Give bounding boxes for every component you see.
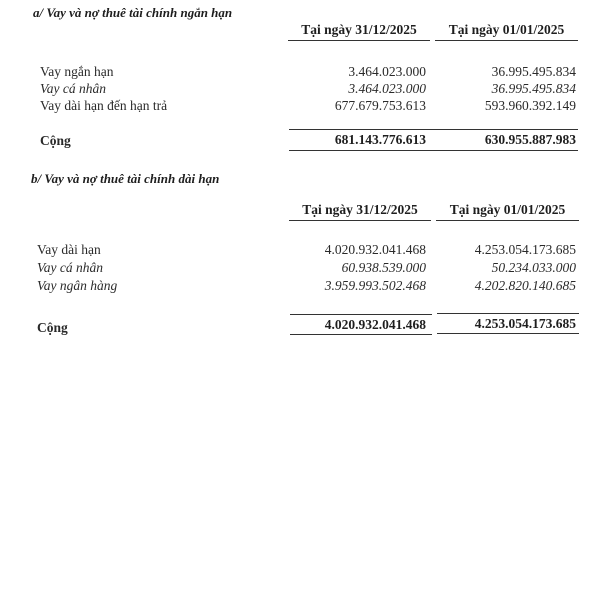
section-b-col-header-1-underline	[289, 220, 431, 221]
section-a-row-value-1: 3.464.023.000	[348, 81, 426, 96]
section-a-row-value-2: 593.960.392.149	[484, 98, 576, 113]
section-b-row-value-2: 4.202.820.140.685	[474, 278, 576, 293]
section-b-total-top-rule-1	[290, 314, 432, 315]
section-a-row-value-1: 677.679.753.613	[334, 98, 426, 113]
section-a-total-bottom-rule	[289, 150, 578, 151]
section-b-row-label: Vay ngân hàng	[37, 278, 118, 293]
section-a-col-header-2-underline	[435, 40, 578, 41]
section-b-title: b/ Vay và nợ thuê tài chính dài hạn	[31, 171, 220, 186]
section-a-row-value-2: 36.995.495.834	[491, 81, 576, 96]
section-b-total-label: Cộng	[37, 320, 68, 335]
section-a-total-top-rule	[289, 129, 578, 130]
section-b-row-value-1: 3.959.993.502.468	[324, 278, 426, 293]
section-a-total-value-2: 630.955.887.983	[484, 132, 576, 147]
section-b-col-header-2: Tại ngày 01/01/2025	[449, 202, 566, 217]
section-b-row-value-1: 4.020.932.041.468	[324, 242, 426, 257]
section-b-total-top-rule-2	[437, 313, 579, 314]
section-b-col-header-1: Tại ngày 31/12/2025	[302, 202, 418, 217]
section-b-row-value-1: 60.938.539.000	[341, 260, 426, 275]
section-a-total-label: Cộng	[40, 133, 71, 148]
section-a-col-header-2: Tại ngày 01/01/2025	[448, 22, 565, 37]
section-a-total-value-1: 681.143.776.613	[334, 132, 426, 147]
section-b-row-value-2: 4.253.054.173.685	[474, 242, 576, 257]
section-a-row-label: Vay dài hạn đến hạn trả	[40, 98, 168, 113]
section-a-col-header-1-underline	[288, 40, 430, 41]
section-b-total-value-2: 4.253.054.173.685	[474, 316, 576, 331]
section-b-total-bottom-rule-1	[290, 334, 432, 335]
section-b-row-label: Vay cá nhân	[37, 260, 103, 275]
section-b-row-label: Vay dài hạn	[37, 242, 101, 257]
section-a-title: a/ Vay và nợ thuê tài chính ngắn hạn	[33, 5, 233, 20]
section-a-col-header-1: Tại ngày 31/12/2025	[301, 22, 417, 37]
section-a-row-label: Vay cá nhân	[40, 81, 106, 96]
section-a-row-value-1: 3.464.023.000	[348, 64, 426, 79]
section-a-row-label: Vay ngắn hạn	[40, 64, 114, 79]
section-b-total-value-1: 4.020.932.041.468	[324, 317, 426, 332]
section-b-row-value-2: 50.234.033.000	[491, 260, 576, 275]
section-b-col-header-2-underline	[436, 220, 579, 221]
section-b-total-bottom-rule-2	[437, 333, 579, 334]
section-a-row-value-2: 36.995.495.834	[491, 64, 576, 79]
